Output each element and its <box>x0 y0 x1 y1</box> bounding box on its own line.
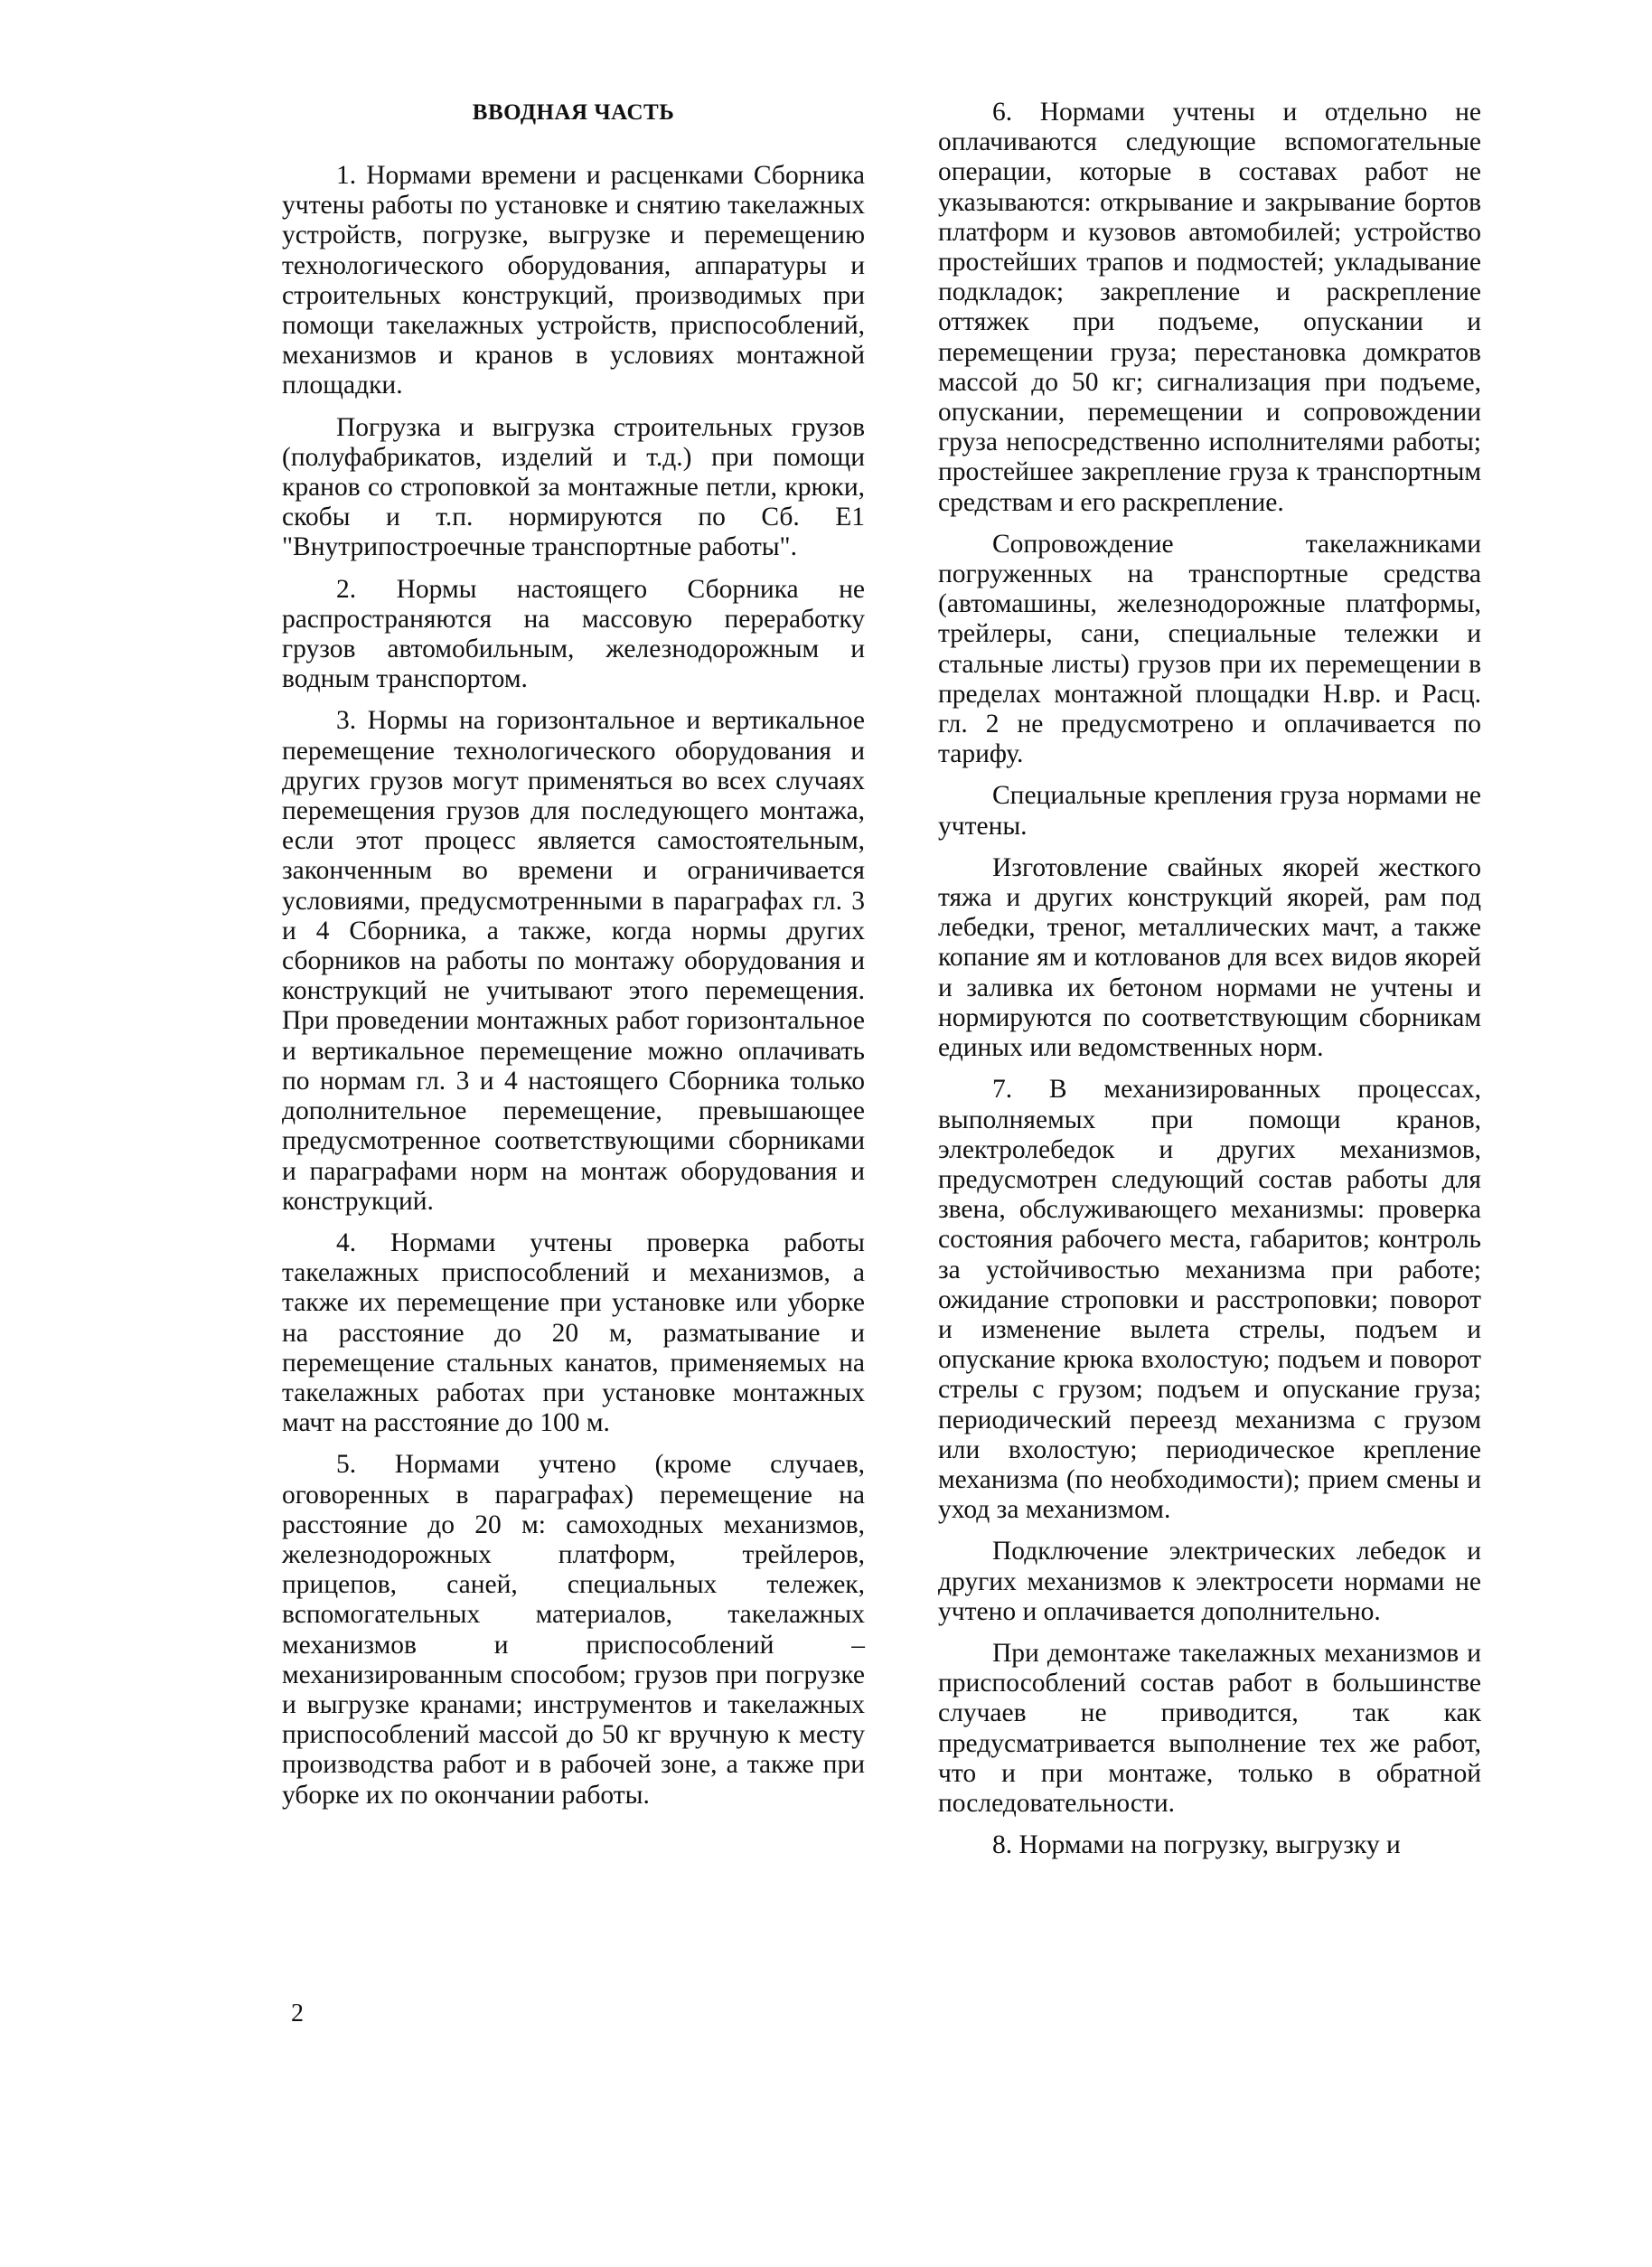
paragraph: 3. Нормы на горизонтальное и вертикальное перемещение технологического оборудования и других грузов могут применяться во всех случаях перемещения грузов для последующего монтажа, если этот процесс является самостоятельным, законченным во времени и ограничивается условиями, предусмотренными в параграфах гл. 3 и 4 Сборника, а также, когда нормы других сборников на работы по монтажу оборудования и конструкций не учитывают этого перемещения. При проведении монтажных работ горизонтальное и вертикальное перемещение можно оплачивать по нормам гл. 3 и 4 настоящего Сборника только дополнительное перемещение, превышающее предусмотренное соответствующими сборниками и параграфами норм на монтаж оборудования и конструкций. <box>282 706 865 1216</box>
paragraph: Специальные крепления груза нормами не учтены. <box>938 781 1481 841</box>
paragraph: 7. В механизированных процессах, выполняемых при помощи кранов, электролебедок и других механизмов, предусмотрен следующий состав работы для звена, обслуживающего механизмы: проверка состояния рабочего места, габаритов; контроль за устойчивостью механизма при работе; ожидание строповки и расстроповки; поворот и изменение вылета стрелы, подъем и опускание крюка вхолостую; подъем и поворот стрелы с грузом; подъем и опускание груза; периодический переезд механизма с грузом или вхолостую; периодическое крепление механизма (по необходимости); прием смены и уход за механизмом. <box>938 1075 1481 1525</box>
paragraph: Сопровождение такелажниками погруженных на транспортные средства (автомашины, железнодорожные платформы, трейлеры, сани, специальные тележки и стальные листы) грузов при их перемещении в пределах монтажной площадки Н.вр. и Расц. гл. 2 не предусмотрено и оплачивается по тарифу. <box>938 529 1481 769</box>
left-column <box>282 98 865 1822</box>
paragraph: 5. Нормами учтено (кроме случаев, оговоренных в параграфах) перемещение на расстояние до 20 м: самоходных механизмов, железнодорожных платформ, трейлеров, прицепов, саней, специальных тележек, вспомогательных материалов, такелажных механизмов и приспособлений – механизированным способом; грузов при погрузке и выгрузке кранами; инструментов и такелажных приспособлений массой до 50 кг вручную к месту производства работ и в рабочей зоне, а также при уборке их по окончании работы. <box>282 1450 865 1810</box>
paragraph: 6. Нормами учтены и отдельно не оплачиваются следующие вспомогательные операции, которые в составах работ не указываются: открывание и закрывание бортов платформ и кузовов автомобилей; устройство простейших трапов и подмостей; укладывание подкладок; закрепление и раскрепление оттяжек при подъеме, опускании и перемещении груза; перестановка домкратов массой до 50 кг; сигнализация при подъеме, опускании, перемещении и сопровождении груза непосредственно исполнителями работы; простейшее закрепление груза к транспортным средствам и его раскрепление. <box>938 98 1481 517</box>
section-heading: ВВОДНАЯ ЧАСТЬ <box>472 100 675 125</box>
page-number: 2 <box>291 1999 304 2027</box>
paragraph: При демонтаже такелажных механизмов и приспособлений состав работ в большинстве случаев не приводится, так как предусматривается выполнение тех же работ, что и при монтаже, только в обратной последовательности. <box>938 1638 1481 1818</box>
paragraph: 2. Нормы настоящего Сборника не распространяются на массовую переработку грузов автомобильным, железнодорожным и водным транспортом. <box>282 574 865 694</box>
paragraph: Подключение электрических лебедок и других механизмов к электросети нормами не учтено и оплачивается дополнительно. <box>938 1537 1481 1626</box>
right-column <box>938 98 1481 1872</box>
paragraph: 1. Нормами времени и расценками Сборника учтены работы по установке и снятию такелажных устройств, погрузке, выгрузке и перемещению технологического оборудования, аппаратуры и строительных конструкций, производимых при помощи такелажных устройств, приспособлений, механизмов и кранов в условиях монтажной площадки. <box>282 161 865 400</box>
paragraph: 8. Нормами на погрузку, выгрузку и <box>992 1830 1401 1860</box>
paragraph: Погрузка и выгрузка строительных грузов (полуфабрикатов, изделий и т.д.) при помощи кранов со строповкой за монтажные петли, крюки, скобы и т.п. нормируются по Сб. Е1 "Внутрипостроечные транспортные работы". <box>282 412 865 562</box>
paragraph: 4. Нормами учтены проверка работы такелажных приспособлений и механизмов, а также их перемещение при установке или уборке на расстояние до 20 м, разматывание и перемещение стальных канатов, применяемых на такелажных работах при установке монтажных мачт на расстояние до 100 м. <box>282 1228 865 1438</box>
paragraph: Изготовление свайных якорей жесткого тяжа и других конструкций якорей, рам под лебедки, треног, металлических мачт, а также копание ям и котлованов для всех видов якорей и заливка их бетоном нормами не учтены и нормируются по соответствующим сборникам единых или ведомственных норм. <box>938 852 1481 1063</box>
